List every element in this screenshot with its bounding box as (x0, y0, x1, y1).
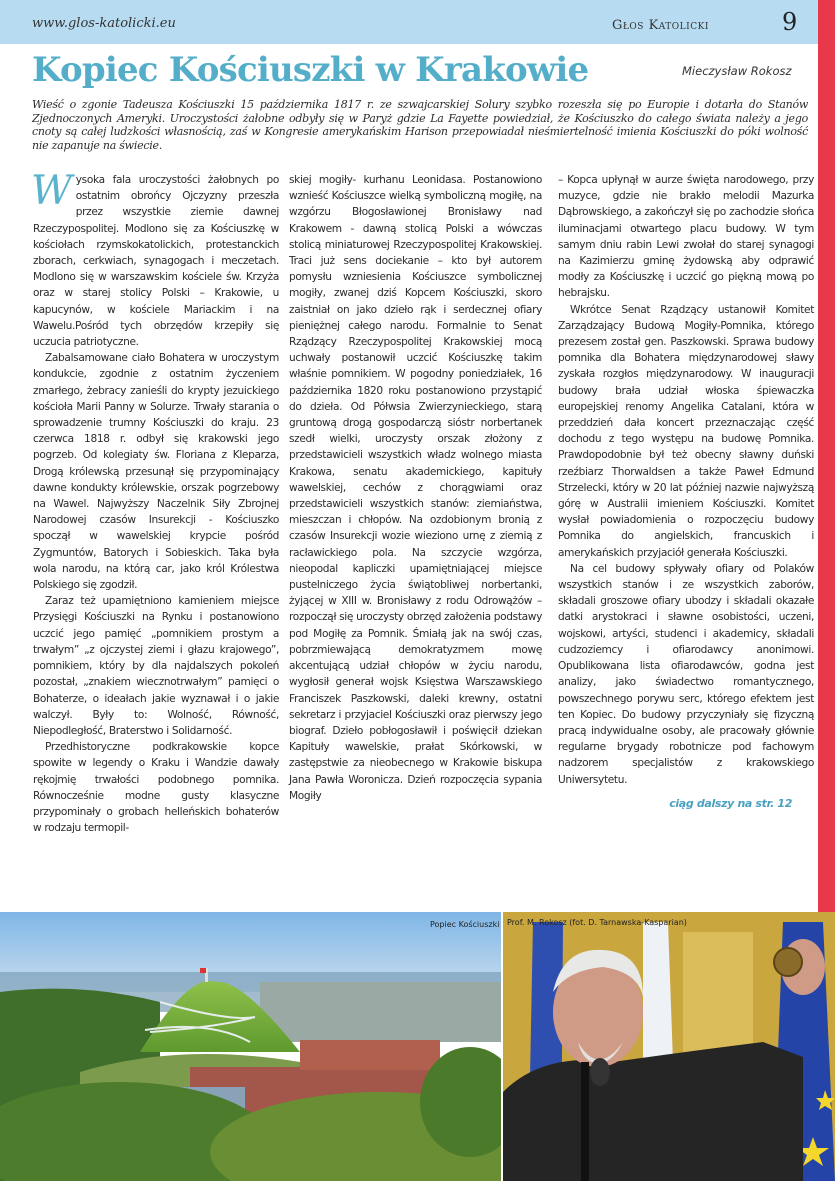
paragraph: Wysoka fala uroczystości żałobnych po ostatnim obrońcy Ojczyzny przeszła przez wszystkie ziemie dawnej Rzeczypospolitej. Modlono się za Kościuszkę w kościołach rzymskokatolickich, protestanckich zborach, cerkwiach, synagogach i meczetach. Modlono się w warszawskim kościele św. Krzyża oraz w starej stolicy Polski – Krakowie, u kapucynów, w kościele Mariackim i na Wawelu.Pośród tych obrzędów krzepiły się uczucia patriotyczne. (31, 168, 279, 349)
article-lead: Wieść o zgonie Tadeusza Kościuszki 15 października 1817 r. ze szwajcarskiej Solury szybko rozeszła się po Europie i dotarła do Stanów Zjednoczonych Ameryki. Uroczystości żałobne odbyły się w Paryż gdzie La Fayette powiedział, że Kościuszko do całego świata należy a jego cnoty są całej ludzkości własnością, zaś w Kongresie amerykańskim Harison przepowiadał nieśmiertelność imienia Kościuszki do póki wolność nie zapanuje na świecie. (32, 98, 808, 152)
photo-caption-right: Prof. M. Rokosz (fot. D. Tarnawska-Kasparian) (507, 918, 687, 927)
flag (200, 968, 206, 973)
paragraph: Zaraz też upamiętniono kamieniem miejsce Przysięgi Kościuszki na Rynku i postanowiono uczcić jego pamięć „pomnikiem prostym a trwałym” „z ojczystej ziemi i głazu krajowego”, pomnikiem, który by dla najdalszych pokoleń pozostał, „znakiem wiecznotrwałym” pamięci o Bohaterze, o ideałach jakie wyznawał i o jakie walczył. Były to: Wolność, Równość, Niepodległość, Braterstwo i Solidarność. (33, 595, 279, 737)
paragraph: – Kopca upłynął w aurze święta narodowego, przy muzyce, gdzie nie brakło melodii Mazurka Dąbrowskiego, a zakończył się po zachodzie słońca iluminacjami otwartego placu budowy. W tym samym dniu rabin Lewi zwołał do starej synagogi na Kazimierzu gminę żydowską aby odprawić modły za Kościuszkę i uczcić go piękną mową po hebrajsku. (558, 174, 814, 300)
paragraph: Na cel budowy spływały ofiary od Polaków wszystkich stanów i ze wszystkich zaborów, składali groszowe ofiary ubodzy i składali okazałe datki arystokraci i sławne osobistości, uczeni, wojskowi, artyści, studenci i akademicy, składali cudzoziemcy i ofiarodawcy anonimowi. Opublikowana lista ofiarodawców, godna jest analizy, jako świadectwo romantycznego, powszechnego porywu serc, którego efektem jest ten Kopiec. Do budowy przyczyniały się fizyczną pracą indywidualne osoby, ale pracowały głównie regularne brygady robotnicze pod fachowym nadzorem specjalistów z krakowskiego Uniwersytetu. (558, 562, 814, 786)
medal (774, 948, 802, 976)
drop-cap: W (31, 168, 72, 214)
magazine-name: Głos Katolicki (612, 18, 709, 33)
kopiec-illustration (0, 912, 501, 1181)
kopiec-photo (0, 912, 501, 1181)
continued-link[interactable]: ciąg dalszy na str. 12 (669, 796, 792, 810)
microphone (590, 1058, 610, 1086)
speaker-illustration (503, 912, 835, 1181)
column-3 (558, 172, 814, 812)
flag-white (643, 922, 673, 1062)
article-title: Kopiec Kościuszki w Krakowie (32, 50, 589, 90)
paragraph: skiej mogiły- kurhanu Leonidasa. Postanowiono wznieść Kościuszce wielką symboliczną mogiłę, na wzgórzu Błogosławionej Bronisławy nad Krakowem - dawną stolicą Polski a wówczas stolicą miniaturowej Rzeczypospolitej Krakowskiej. Traci już sens dociekanie – kto był autorem pomysłu wzniesienia Kościuszce symbolicznej mogiły, zwanej dziś Kopcem Kościuszki, skoro zaistniał on jako dzieło rąk i serdecznej ofiary pieniężnej całego narodu. Formalnie to Senat Rządzący Rzeczypospolitej Krakowskiej mocą uchwały postanowił uczcić Kościuszkę takim właśnie pomnikiem. W pogodny poniedziałek, 16 października 1820 roku postanowiono przystąpić do dzieła. Od Półwsia Zwierzynieckiego, starą gruntową drogą gospodarczą sióstr norbertanek szedł wielki, uroczysty orszak złożony z przedstawicieli wszystkich władz wolnego miasta Krakowa, senatu akademickiego, kapituły wawelskiej, cechów z chorągwiami oraz przedstawicieli wszystkich stanów: ziemiaństwa, mieszczan i chłopów. Na ozdobionym bronią z czasów Insurekcji wozie wieziono urnę z ziemią z racławickiego pola. Na szczycie wzgórza, nieopodal kapliczki upamiętniającej miejsce pustelniczego życia świątobliwej norbertanki, żyjącej w XIII w. Bronisławy z rodu Odrowążów – rozpoczął się uroczysty obrzęd założenia podstawy pod Mogiłę za Pomnik. Śmiałą jak na swój czas, pobrzmiewającą demokratyzmem mowę akcentującą udział chłopów w życiu narodu, wygłosił generał wojsk Księstwa Warszawskiego Franciszek Paszkowski, daleki krewny, ostatni sekretarz i przyjaciel Kościuszki oraz pierwszy jego biograf. Dzieło pobłogosławił i poświęcił dziekan Kapituły wawelskie, prałat Skórkowski, w zastępstwie za nieobecnego w Krakowie biskupa Jana Pawła Woronicza. Dzień rozpoczęcia sypania Mogiły (289, 174, 543, 802)
site-url[interactable]: www.glos-katolicki.eu (32, 16, 176, 31)
accent-strip (818, 0, 835, 912)
page-number: 9 (782, 8, 798, 36)
microphone-stand (581, 1062, 589, 1181)
fortress-upper (300, 1040, 440, 1070)
column-1 (31, 168, 279, 836)
paragraph: Zabalsamowane ciało Bohatera w uroczystym kondukcie, zgodnie z ostatnim życzeniem zmarłego, żebracy zanieśli do krypty jezuickiego kościoła Marii Panny w Solurze. Trwały starania o sprowadzenie trumny Kościuszki do kraju. 23 czerwca 1818 r. odbył się krakowski jego pogrzeb. Od kolegiaty św. Floriana z Kleparza, Drogą królewską przesunął się przypominający dawne kondukty królewskie, orszak pogrzebowy na Wawel. Najwyższy Naczelnik Siły Zbrojnej Narodowej czasów Insurekcji - Kościuszko spoczął w wawelskiej krypcie pośród Zygmuntów, Batorych i Sobieskich. Taka była wola narodu, na którą car, jako król Królestwa Polskiego się zgodził. (33, 352, 279, 592)
paragraph: Przedhistoryczne podkrakowskie kopce spowite w legendy o Kraku i Wandzie dawały rękojmię trwałości podobnego pomnika. Równocześnie modne gusty klasyczne przypominały o grobach helleńskich bohaterów w rodzaju termopil- (33, 741, 279, 835)
paragraph: Wkrótce Senat Rządzący ustanowił Komitet Zarządzający Budową Mogiły-Pomnika, którego prezesem został gen. Paszkowski. Sprawa budowy pomnika dla Bohatera międzynarodowej sławy zyskała rozgłos międzynarodowy. W inauguracji budowy brała udział włoska śpiewaczka europejskiej renomy Angelika Catalani, która w przeddzień dała koncert przeznaczając część dochodu z tego występu na budowę Pomnika. Prawdopodobnie był też obecny sławny duński rzeźbiarz Thorwaldsen a także Paweł Edmund Strzelecki, który w 20 lat później nazwie najwyższą górę w Australii imieniem Kościuszki. Komitet wysłał powiadomienia o rozpoczęciu budowy Pomnika do angielskich, francuskich i amerykańskich przyjaciół generała Kościuszki. (558, 303, 814, 559)
column-2 (289, 172, 542, 804)
article-author: Mieczysław Rokosz (682, 64, 792, 78)
rokosz-photo (503, 912, 835, 1181)
photo-caption-left: Popiec Kościuszki (430, 920, 500, 929)
